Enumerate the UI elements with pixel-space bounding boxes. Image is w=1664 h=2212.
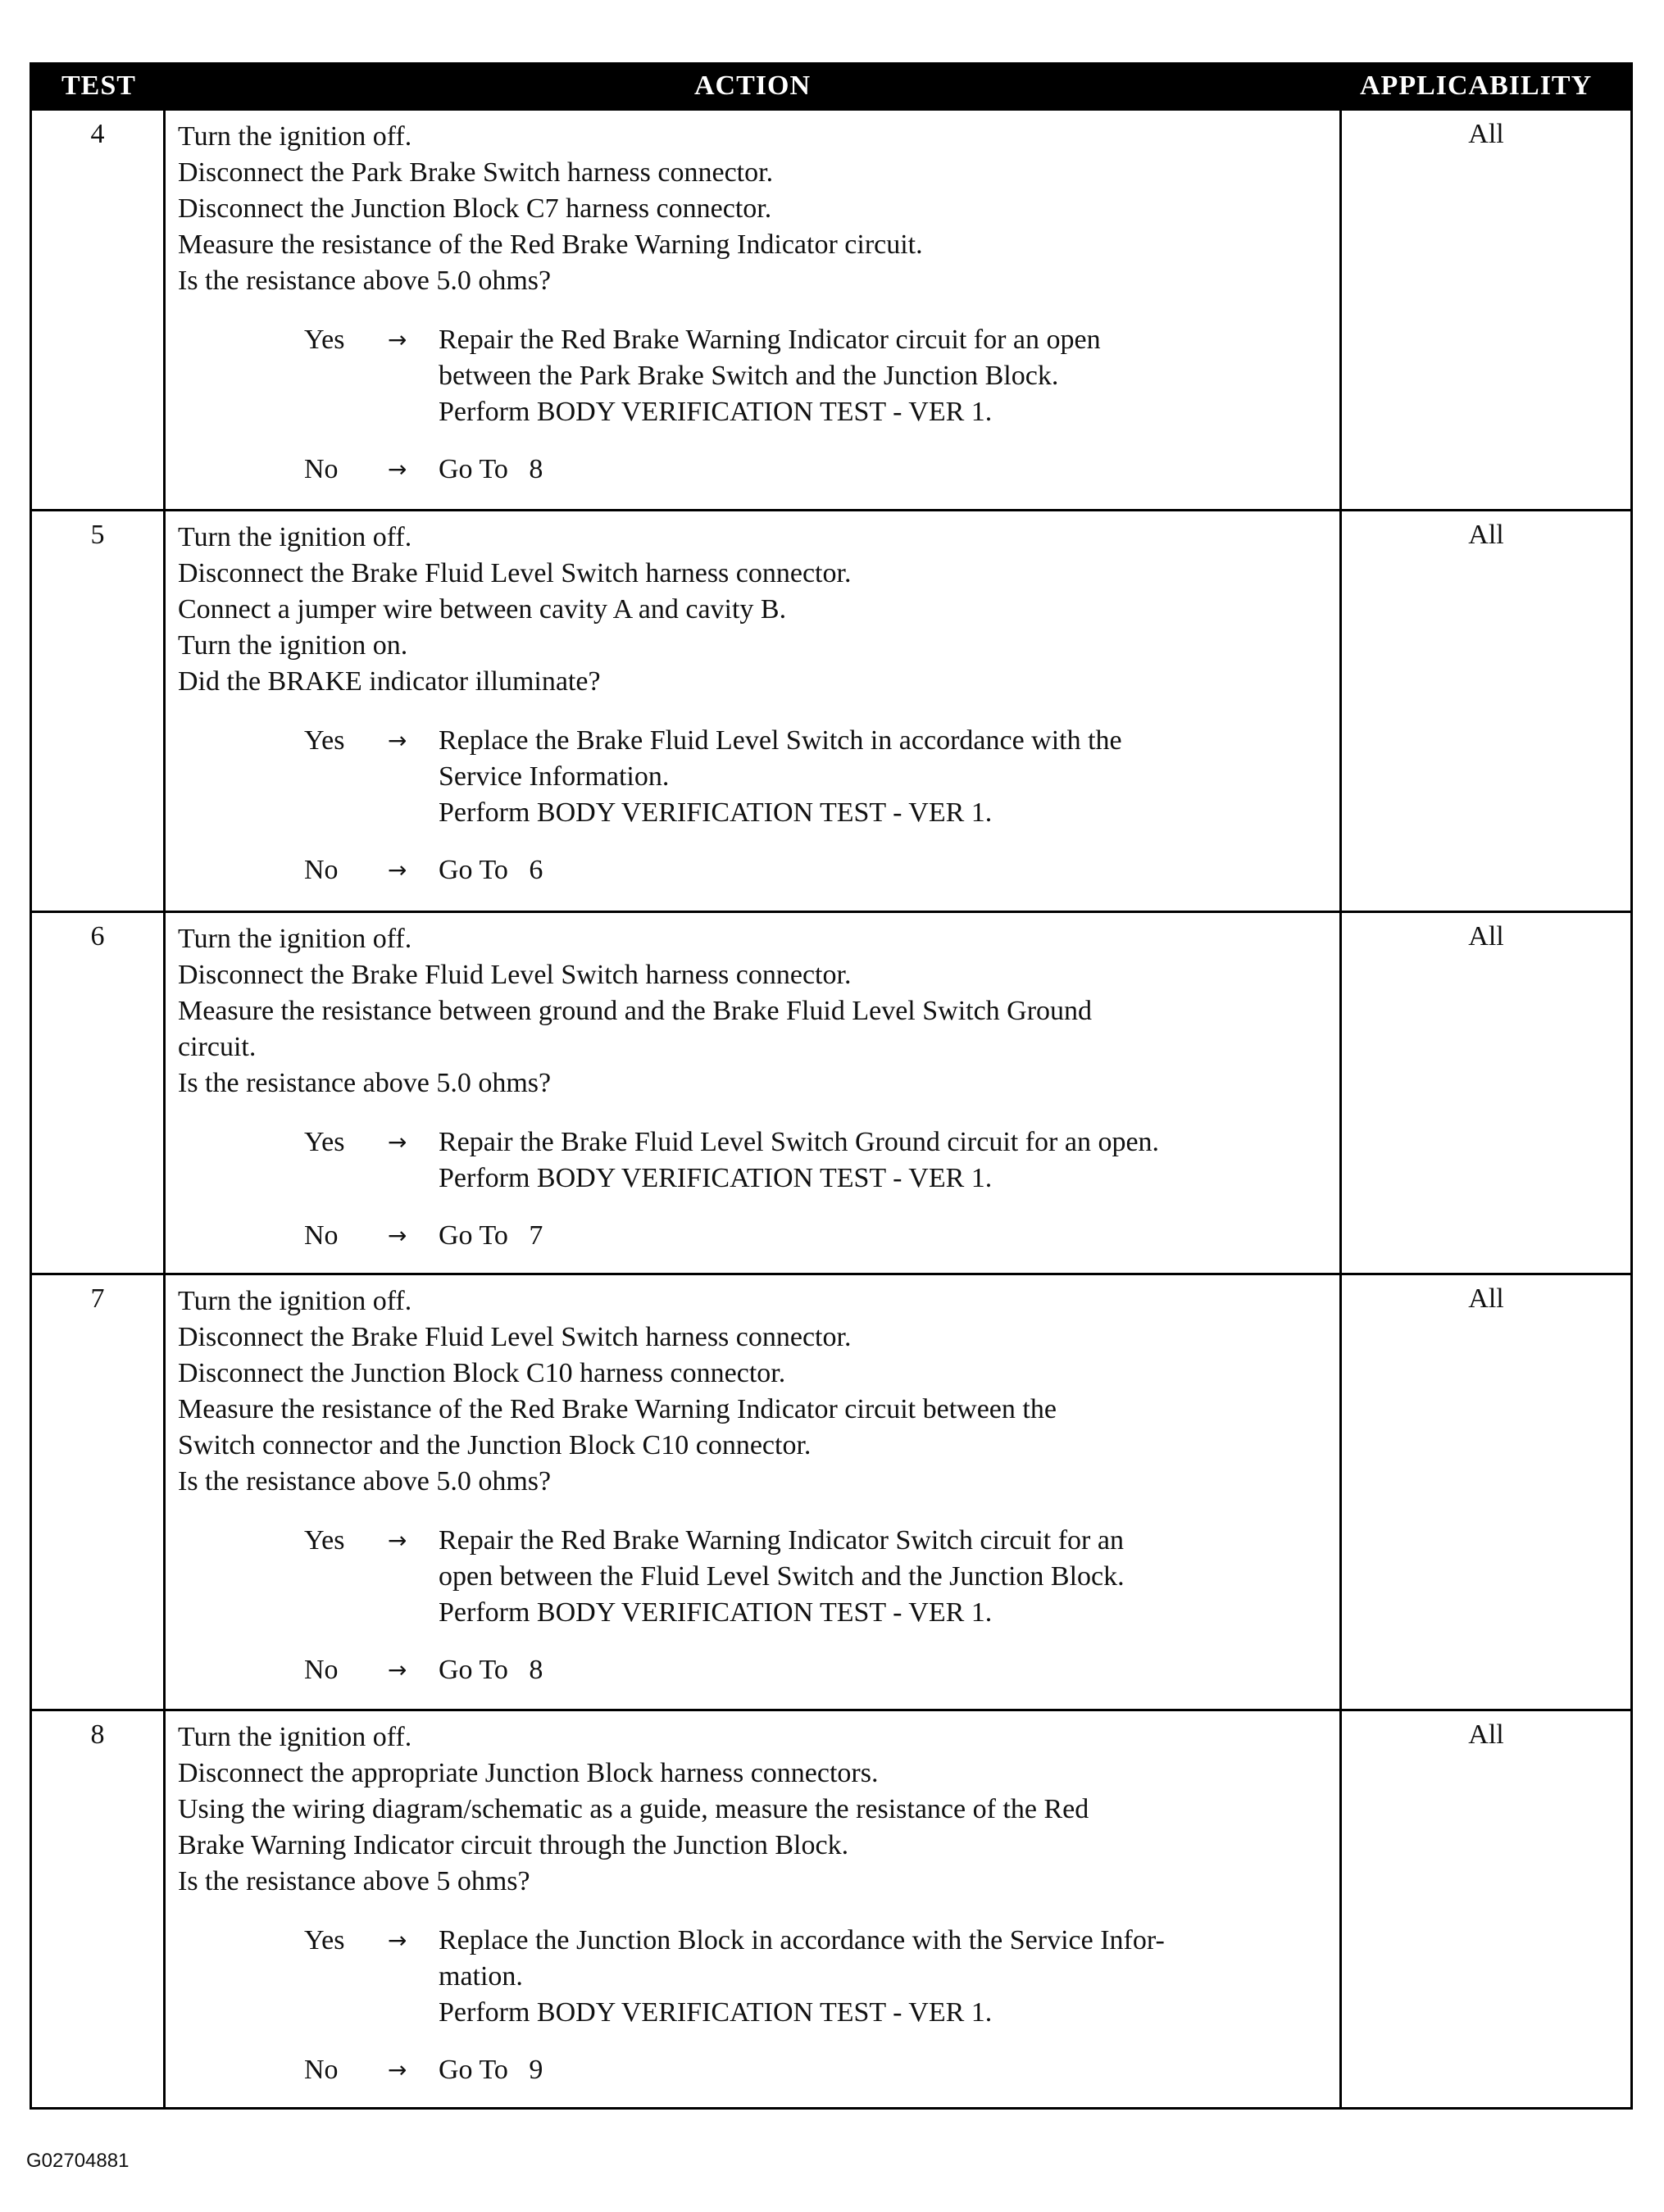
yes-result-line: Perform BODY VERIFICATION TEST - VER 1. <box>439 397 993 427</box>
applicability-cell: All <box>1468 921 1504 952</box>
action-step: Turn the ignition off. <box>178 1286 412 1316</box>
applicability-cell: All <box>1468 1719 1504 1750</box>
yes-label: Yes <box>304 1127 345 1157</box>
no-label: No <box>304 1655 339 1685</box>
yes-result <box>439 322 1347 430</box>
header-test: TEST <box>61 70 136 101</box>
yes-result-line: Replace the Junction Block in accordance with the Service Infor- <box>439 1925 1165 1955</box>
yes-result-line: Perform BODY VERIFICATION TEST - VER 1. <box>439 1597 993 1628</box>
action-cell <box>178 1283 1347 1688</box>
no-branch <box>178 1652 1347 1688</box>
yes-branch <box>178 1124 1347 1197</box>
action-step: Disconnect the Junction Block C7 harness connector. <box>178 193 772 224</box>
no-result: Go To 8 <box>439 454 543 484</box>
arrow-icon: → <box>388 856 407 883</box>
action-step: Turn the ignition off. <box>178 1722 412 1752</box>
applicability-cell: All <box>1468 119 1504 149</box>
action-cell <box>178 921 1347 1254</box>
action-step: Measure the resistance of the Red Brake Warning Indicator circuit between the <box>178 1394 1057 1424</box>
no-branch <box>178 452 1347 488</box>
action-step: Is the resistance above 5 ohms? <box>178 1866 530 1896</box>
action-step: Is the resistance above 5.0 ohms? <box>178 266 552 296</box>
arrow-icon: → <box>388 326 407 353</box>
yes-result <box>439 1523 1347 1631</box>
arrow-icon: → <box>388 727 407 754</box>
no-label: No <box>304 855 339 885</box>
no-label: No <box>304 1220 339 1251</box>
test-number: 5 <box>90 520 105 550</box>
no-branch <box>178 1218 1347 1254</box>
yes-result-line: Replace the Brake Fluid Level Switch in accordance with the <box>439 725 1122 756</box>
yes-branch <box>178 1923 1347 2031</box>
no-branch <box>178 2052 1347 2088</box>
action-step: Disconnect the Junction Block C10 harness connector. <box>178 1358 786 1388</box>
yes-branch <box>178 322 1347 430</box>
column-divider <box>163 111 166 2107</box>
applicability-cell: All <box>1468 520 1504 550</box>
action-step: Turn the ignition off. <box>178 924 412 954</box>
yes-result-line: Repair the Red Brake Warning Indicator circuit for an open <box>439 325 1101 355</box>
yes-result-line: Perform BODY VERIFICATION TEST - VER 1. <box>439 797 993 828</box>
arrow-icon: → <box>388 1656 407 1683</box>
yes-label: Yes <box>304 725 345 756</box>
action-step: Measure the resistance between ground and the Brake Fluid Level Switch Ground <box>178 996 1093 1026</box>
header-action: ACTION <box>694 70 812 101</box>
yes-result-line: Perform BODY VERIFICATION TEST - VER 1. <box>439 1997 993 2028</box>
test-number: 8 <box>90 1719 105 1750</box>
yes-branch <box>178 723 1347 831</box>
row-divider <box>32 509 1630 511</box>
action-step: Is the resistance above 5.0 ohms? <box>178 1068 552 1098</box>
yes-result-line: open between the Fluid Level Switch and the Junction Block. <box>439 1561 1125 1592</box>
yes-result-line: mation. <box>439 1961 523 1992</box>
no-result: Go To 8 <box>439 1655 543 1685</box>
action-step: Is the resistance above 5.0 ohms? <box>178 1466 552 1497</box>
action-step: Switch connector and the Junction Block C10 connector. <box>178 1430 812 1460</box>
no-label: No <box>304 454 339 484</box>
action-step: Disconnect the Brake Fluid Level Switch harness connector. <box>178 1322 852 1352</box>
table-header <box>32 65 1630 111</box>
no-label: No <box>304 2055 339 2085</box>
action-cell <box>178 520 1347 888</box>
arrow-icon: → <box>388 1927 407 1954</box>
action-step: Disconnect the appropriate Junction Block harness connectors. <box>178 1758 879 1788</box>
yes-result-line: Repair the Red Brake Warning Indicator Switch circuit for an <box>439 1525 1124 1556</box>
action-step: Disconnect the Brake Fluid Level Switch harness connector. <box>178 558 852 588</box>
yes-result <box>439 723 1347 831</box>
arrow-icon: → <box>388 1222 407 1249</box>
arrow-icon: → <box>388 1129 407 1156</box>
action-step: circuit. <box>178 1032 257 1062</box>
action-step: Disconnect the Park Brake Switch harness connector. <box>178 157 774 188</box>
figure-id: G02704881 <box>26 2150 130 2172</box>
diagnostic-test-table <box>30 62 1633 2110</box>
arrow-icon: → <box>388 2056 407 2083</box>
yes-result-line: between the Park Brake Switch and the Junction Block. <box>439 361 1059 391</box>
no-result: Go To 6 <box>439 855 543 885</box>
yes-result <box>439 1124 1347 1197</box>
no-result: Go To 7 <box>439 1220 543 1251</box>
yes-result-line: Service Information. <box>439 761 670 792</box>
yes-label: Yes <box>304 325 345 355</box>
arrow-icon: → <box>388 1527 407 1554</box>
row-divider <box>32 1709 1630 1711</box>
action-step: Did the BRAKE indicator illuminate? <box>178 666 601 697</box>
action-step: Connect a jumper wire between cavity A and cavity B. <box>178 594 787 625</box>
action-step: Brake Warning Indicator circuit through the Junction Block. <box>178 1830 849 1860</box>
no-branch <box>178 852 1347 888</box>
yes-branch <box>178 1523 1347 1631</box>
yes-result-line: Perform BODY VERIFICATION TEST - VER 1. <box>439 1163 993 1193</box>
header-applicability: APPLICABILITY <box>1360 70 1593 101</box>
action-step: Turn the ignition off. <box>178 522 412 552</box>
test-number: 6 <box>90 921 105 952</box>
action-step: Measure the resistance of the Red Brake Warning Indicator circuit. <box>178 229 923 260</box>
test-number: 7 <box>90 1283 105 1314</box>
action-step: Turn the ignition on. <box>178 630 408 661</box>
no-result: Go To 9 <box>439 2055 543 2085</box>
row-divider <box>32 911 1630 913</box>
action-step: Disconnect the Brake Fluid Level Switch harness connector. <box>178 960 852 990</box>
applicability-cell: All <box>1468 1283 1504 1314</box>
arrow-icon: → <box>388 456 407 483</box>
yes-label: Yes <box>304 1925 345 1955</box>
test-number: 4 <box>90 119 105 149</box>
action-step: Turn the ignition off. <box>178 121 412 152</box>
row-divider <box>32 1273 1630 1275</box>
action-cell <box>178 1719 1347 2088</box>
action-cell <box>178 119 1347 488</box>
action-step: Using the wiring diagram/schematic as a guide, measure the resistance of the Red <box>178 1794 1089 1824</box>
yes-result-line: Repair the Brake Fluid Level Switch Ground circuit for an open. <box>439 1127 1160 1157</box>
yes-label: Yes <box>304 1525 345 1556</box>
yes-result <box>439 1923 1347 2031</box>
